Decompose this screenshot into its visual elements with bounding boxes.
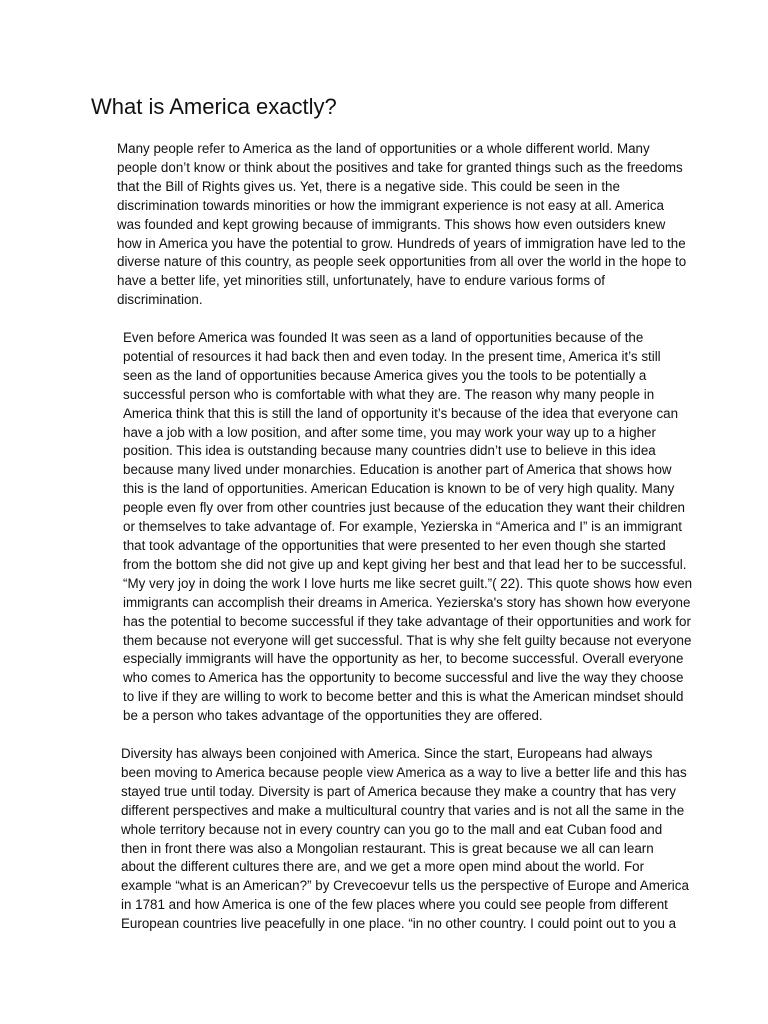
text-line: that the Bill of Rights gives us. Yet, there is a negative side. This could be seen in the — [117, 178, 620, 194]
text-line: position. This idea is outstanding because many countries didn’t use to believe in this idea — [123, 443, 656, 459]
text-line: people don’t know or think about the positives and take for granted things such as the freedoms — [117, 159, 683, 175]
paragraph-1 — [91, 140, 691, 310]
text-line: Diversity has always been conjoined with America. Since the start, Europeans had always — [121, 745, 653, 761]
document-title: What is America exactly? — [91, 94, 337, 119]
text-line: this is the land of opportunities. American Education is known to be of very high quality. Many — [123, 481, 675, 497]
text-line: America think that this is still the land of opportunity it’s because of the idea that everyone can — [123, 405, 679, 421]
text-line: then in front there was also a Mongolian restaurant. This is great because we all can learn — [121, 840, 654, 856]
text-line: different perspectives and make a multicultural country that varies and is not all the same in the — [121, 802, 685, 818]
text-line: example “what is an American?” by Crevecoevur tells us the perspective of Europe and America — [121, 878, 689, 894]
text-line: Even before America was founded It was seen as a land of opportunities because of the — [123, 330, 644, 346]
text-line: has the potential to become successful if they take advantage of their opportunities and work for — [123, 613, 691, 629]
paragraph-2 — [91, 329, 691, 726]
text-line: stayed true until today. Diversity is part of America because they make a country that has very — [121, 783, 676, 799]
text-line: how in America you have the potential to grow. Hundreds of years of immigration have led to the — [117, 235, 686, 251]
text-line: in 1781 and how America is one of the few places where you could see people from different — [121, 897, 668, 913]
text-line: potential of resources it had back then and even today. In the present time, America it’s still — [123, 348, 661, 364]
text-line: them because not everyone will get successful. That is why she felt guilty because not everyone — [123, 632, 692, 648]
text-line: immigrants can accomplish their dreams in America. Yezierska's story has shown how everyone — [123, 594, 691, 610]
text-line: or themselves to take advantage of. For example, Yezierska in “America and I” is an immigrant — [123, 519, 682, 535]
text-line: discrimination towards minorities or how the immigrant experience is not easy at all. America — [117, 197, 665, 213]
text-line: successful person who is comfortable with what they are. The reason why many people in — [123, 386, 655, 402]
text-line: European countries live peacefully in one place. “in no other country. I could point out to you a — [121, 916, 677, 932]
text-line: seen as the land of opportunities because America gives you the tools to be potentially a — [123, 367, 647, 383]
text-line: because many lived under monarchies. Education is another part of America that shows how — [123, 462, 672, 478]
text-line: about the different cultures there are, and we get a more open mind about the world. For — [121, 859, 645, 875]
text-line: diverse nature of this country, as people seek opportunities from all over the world in the hope to — [117, 254, 687, 270]
paragraph-3 — [91, 745, 691, 934]
text-line: Many people refer to America as the land of opportunities or a whole different world. Many — [117, 141, 650, 156]
text-line: from the bottom she did not give up and kept giving her best and that lead her to be successful. — [123, 556, 687, 572]
text-line: have a job with a low position, and after some time, you may work your way up to a higher — [123, 424, 656, 440]
text-line: “My very joy in doing the work I love hurts me like secret guilt.”( 22). This quote shows how even — [123, 575, 693, 591]
text-line: that took advantage of the opportunities that were presented to her even though she started — [123, 538, 666, 554]
text-line: been moving to America because people view America as a way to live a better life and this has — [121, 764, 687, 780]
text-line: people even fly over from other countries just because of the education they want their children — [123, 500, 685, 516]
text-line: whole territory because not in every country can you go to the mall and eat Cuban food and — [121, 821, 663, 837]
text-line: to live if they are willing to work to become better and this is what the American mindset should — [123, 689, 684, 705]
text-line: discrimination. — [117, 292, 203, 308]
text-line: especially immigrants will have the opportunity as her, to become successful. Overall everyone — [123, 651, 684, 667]
text-line: who comes to America has the opportunity to become successful and live the way they choose — [123, 670, 684, 686]
text-line: be a person who takes advantage of the opportunities they are offered. — [123, 708, 543, 724]
text-line: was founded and kept growing because of immigrants. This shows how even outsiders knew — [117, 216, 666, 232]
document-body — [91, 140, 691, 953]
text-line: have a better life, yet minorities still, unfortunately, have to endure various forms of — [117, 273, 606, 289]
